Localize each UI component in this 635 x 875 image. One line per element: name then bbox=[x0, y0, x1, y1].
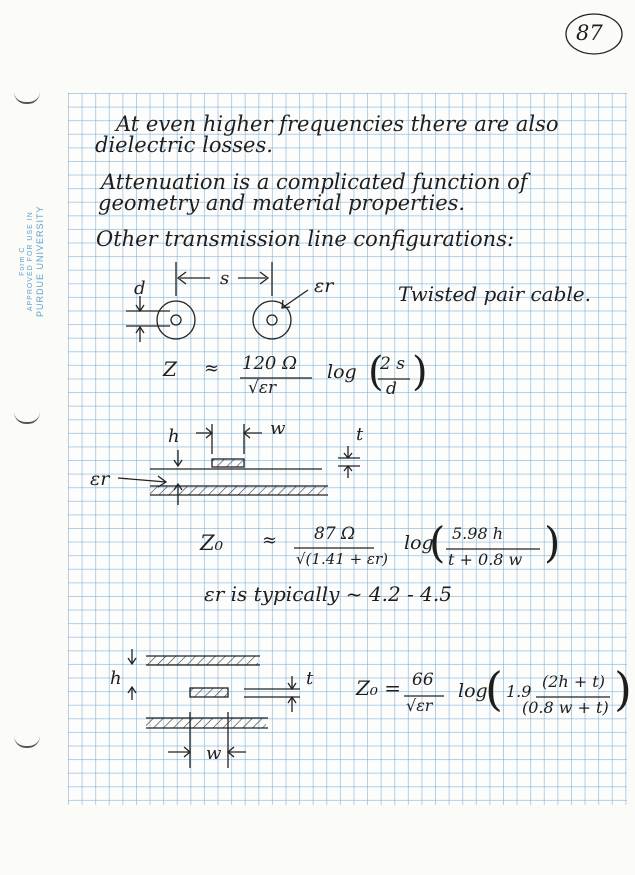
microstrip-note: εr is typically ~ 4.2 - 4.5 bbox=[204, 582, 452, 606]
twisted-pair-eq-approx: ≈ bbox=[204, 358, 220, 379]
paragraph-1-line-2: dielectric losses. bbox=[95, 133, 273, 157]
microstrip-eq-numerator: 87 Ω bbox=[314, 524, 356, 544]
microstrip-eq-open-paren: ( bbox=[429, 518, 446, 567]
microstrip-eq-arg-numerator: 5.98 h bbox=[452, 524, 504, 543]
stripline-eq-numerator: 66 bbox=[412, 670, 434, 690]
paragraph-3: Other transmission line configurations: bbox=[96, 227, 515, 251]
twisted-pair-eq-lhs: Z bbox=[163, 357, 177, 381]
stripline-eq-lhs: Z₀ = bbox=[356, 676, 402, 700]
twisted-pair-eq-log: log bbox=[327, 361, 357, 383]
microstrip-eq-close-paren: ) bbox=[544, 518, 561, 567]
stripline-eq-coefficient: 1.9 bbox=[506, 682, 532, 701]
form-label: Form C bbox=[18, 246, 26, 276]
microstrip-eq-lhs: Z₀ bbox=[200, 531, 224, 555]
stripline-eq-log: log bbox=[458, 680, 488, 702]
microstrip-eq-denominator: √(1.41 + εr) bbox=[296, 550, 388, 568]
stripline-eq-arg-denominator: (0.8 w + t) bbox=[522, 698, 609, 717]
university-label: PURDUE UNIVERSITY bbox=[34, 205, 45, 317]
microstrip-eq-approx: ≈ bbox=[262, 530, 278, 551]
twisted-pair-eq-open-paren: ( bbox=[368, 349, 384, 395]
page-number: 87 bbox=[576, 21, 603, 45]
paragraph-2-line-1: Attenuation is a complicated function of bbox=[101, 170, 528, 194]
twisted-pair-caption: Twisted pair cable. bbox=[398, 282, 591, 306]
stripline-eq-arg-numerator: (2h + t) bbox=[542, 672, 605, 691]
stripline-w-label: w bbox=[206, 743, 222, 764]
paragraph-2-line-2: geometry and material properties. bbox=[98, 191, 466, 215]
microstrip-h-label: h bbox=[168, 426, 180, 447]
stripline-eq-open-paren: ( bbox=[485, 662, 503, 716]
microstrip-eq-log: log bbox=[404, 532, 434, 554]
microstrip-eq-arg-denominator: t + 0.8 w bbox=[448, 550, 523, 569]
twisted-pair-eq-close-paren: ) bbox=[412, 349, 428, 395]
stripline-t-label: t bbox=[306, 668, 314, 689]
microstrip-t-label: t bbox=[356, 424, 364, 445]
twisted-pair-er-label: εr bbox=[314, 275, 334, 297]
stripline-h-label: h bbox=[110, 668, 122, 689]
twisted-pair-eq-numerator: 120 Ω bbox=[242, 353, 298, 374]
stripline-eq-denominator: √εr bbox=[406, 696, 433, 715]
twisted-pair-s-label: s bbox=[220, 268, 230, 289]
twisted-pair-eq-arg-denominator: d bbox=[386, 379, 397, 399]
microstrip-w-label: w bbox=[270, 418, 286, 439]
stripline-eq-close-paren: ) bbox=[614, 662, 632, 716]
twisted-pair-eq-denominator: √εr bbox=[248, 378, 277, 398]
paragraph-1-line-1: At even higher frequencies there are also bbox=[116, 112, 559, 136]
twisted-pair-d-label: d bbox=[134, 278, 146, 299]
twisted-pair-eq-arg-numerator: 2 s bbox=[380, 354, 405, 374]
microstrip-er-label: εr bbox=[90, 468, 110, 490]
approved-label: APPROVED FOR USE IN bbox=[26, 211, 34, 312]
